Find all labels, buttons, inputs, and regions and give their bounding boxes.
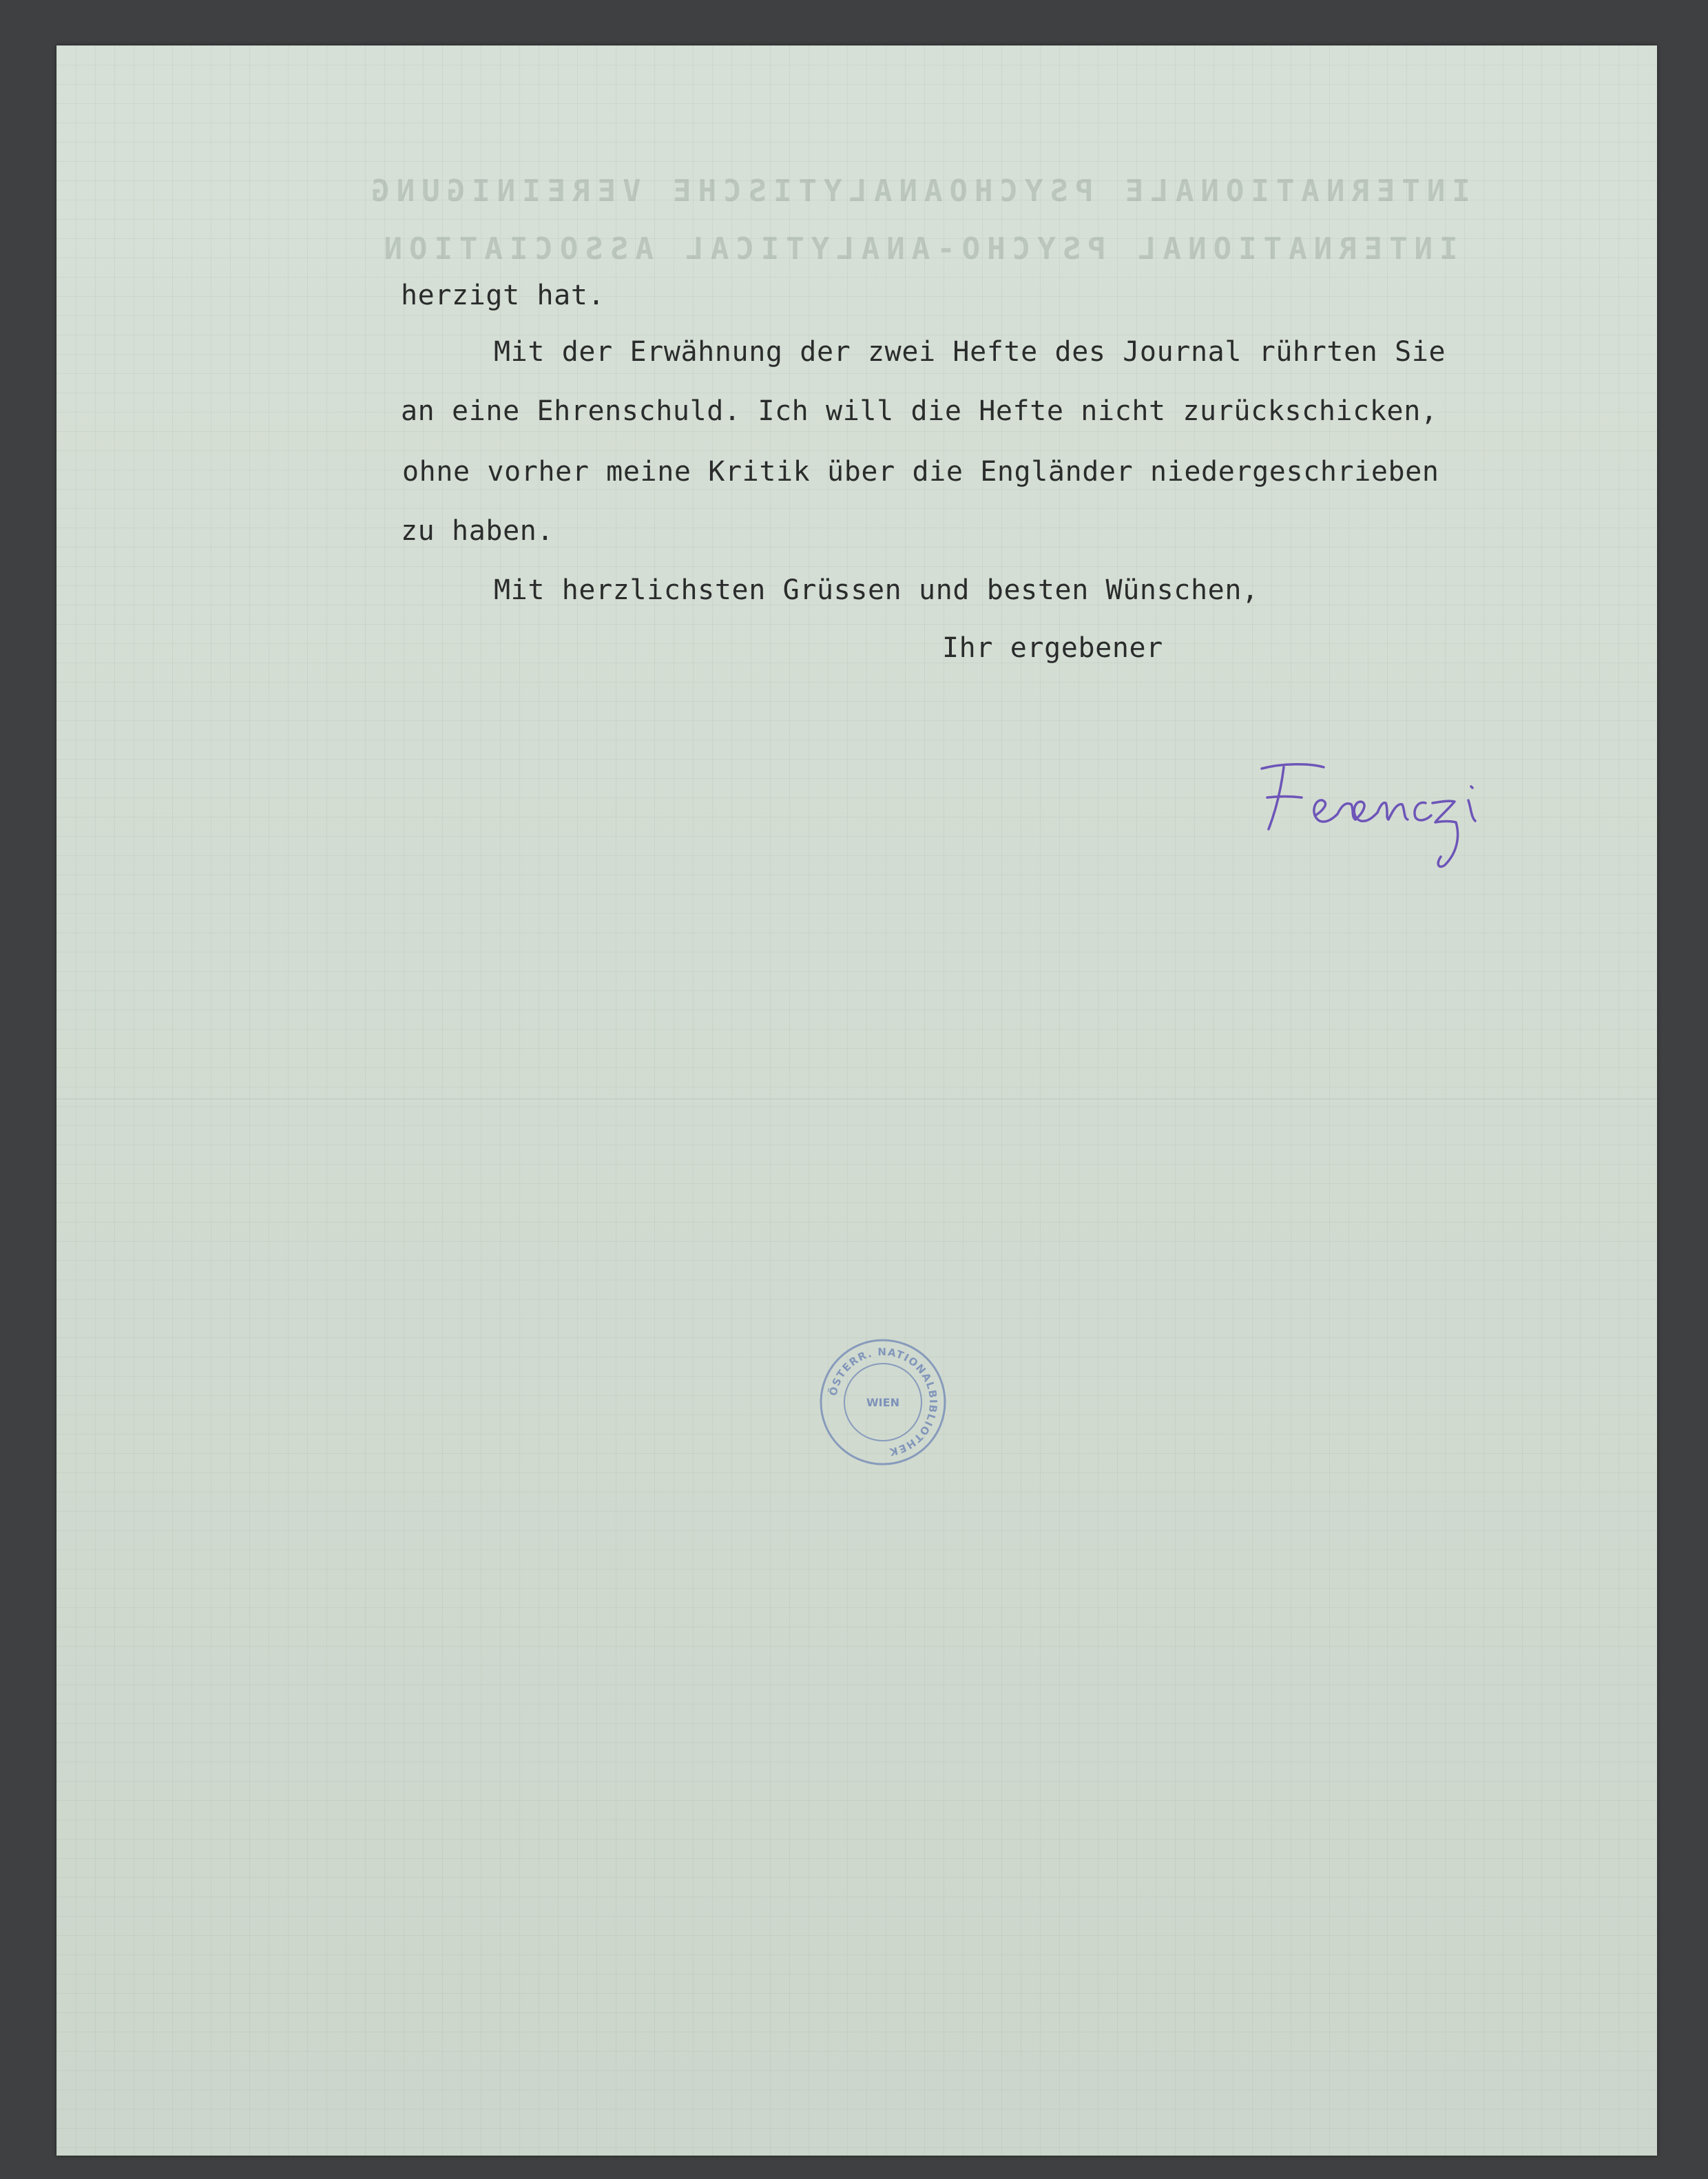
letter-line: Mit herzlichsten Grüssen und besten Wünschen, — [494, 574, 1259, 606]
letter-sheet — [56, 45, 1657, 2156]
stamp-ring-text: ÖSTERR. NATIONALBIBLIOTHEK — [826, 1345, 940, 1459]
letter-line: herzigt hat. — [401, 280, 605, 311]
library-stamp — [814, 1333, 952, 1471]
letter-line: ohne vorher meine Kritik über die Engländer niedergeschrieben — [402, 456, 1439, 488]
letterhead-line-2: INTERNATIONAL PSYCHO-ANALYTICAL ASSOCIATION — [377, 231, 1458, 267]
letter-line: zu haben. — [401, 515, 554, 547]
letter-line: an eine Ehrenschuld. Ich will die Hefte nicht zurückschicken, — [401, 395, 1438, 427]
letter-body — [56, 45, 1657, 2156]
handwritten-signature — [1241, 734, 1530, 879]
letterhead-line-1: INTERNATIONALE PSYCHOANALYTISCHE VEREINIGUNG — [364, 174, 1470, 209]
closing-line: Ihr ergebener — [942, 632, 1163, 664]
stamp-center-text: WIEN — [866, 1396, 899, 1409]
letter-line: Mit der Erwähnung der zwei Hefte des Journal rührten Sie — [494, 336, 1446, 368]
